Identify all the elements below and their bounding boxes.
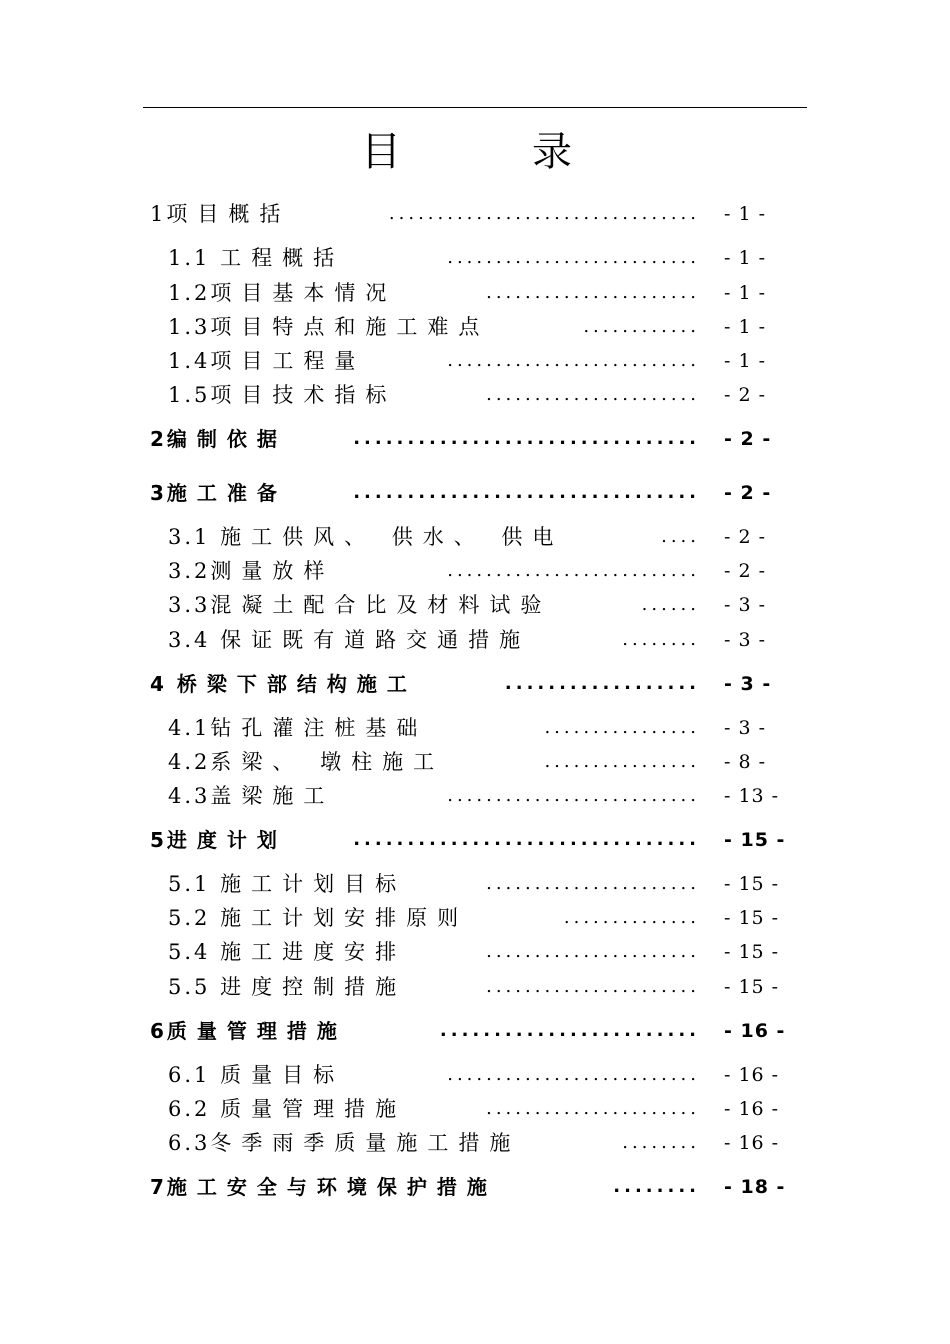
toc-entry-page: - 2 - — [724, 482, 772, 504]
toc-entry-text: 测量放样 — [210, 559, 335, 583]
toc-entry-number: 3.4 — [168, 628, 221, 652]
toc-entry-leader: ................ — [544, 751, 700, 772]
toc-entry-leader: .... — [661, 526, 700, 547]
toc-entry-text: 施工准备 — [166, 481, 287, 505]
toc-entry-label — [168, 747, 444, 777]
toc-entry[interactable] — [0, 1060, 950, 1090]
toc-entry-page: - 16 - — [724, 1098, 780, 1120]
toc-entry-page: - 1 - — [724, 316, 767, 338]
toc-entry-label — [168, 903, 468, 933]
toc-entry-leader: .......................... — [447, 785, 700, 806]
toc-entry-page: - 15 - — [724, 941, 780, 963]
toc-entry-page: - 1 - — [724, 247, 767, 269]
title-char-1: 目 — [361, 129, 401, 175]
toc-entry[interactable] — [0, 781, 950, 811]
toc-entry-text: 项目特点和施工难点 — [210, 315, 490, 339]
toc-entry-leader: .................. — [504, 673, 700, 694]
toc-entry-text: 施工计划目标 — [220, 872, 407, 896]
toc-entry[interactable] — [0, 1172, 950, 1202]
toc-entry-number: 5.2 — [168, 906, 221, 930]
toc-entry-page: - 1 - — [724, 350, 767, 372]
toc-entry-text: 钻孔灌注桩基础 — [210, 716, 428, 740]
toc-entry[interactable] — [0, 972, 950, 1002]
toc-entry-label — [168, 380, 396, 410]
toc-entry-number: 1.3 — [168, 315, 211, 339]
toc-entry-page: - 15 - — [724, 873, 780, 895]
toc-entry-text: 盖梁施工 — [210, 784, 335, 808]
toc-entry-page: - 1 - — [724, 203, 767, 225]
toc-entry-label — [168, 278, 396, 308]
toc-entry-leader: ................................ — [353, 428, 700, 449]
toc-entry-leader: ........ — [613, 1176, 700, 1197]
toc-entry[interactable] — [0, 747, 950, 777]
toc-entry-page: - 3 - — [724, 673, 772, 695]
toc-entry-text: 进度控制措施 — [220, 975, 407, 999]
toc-entry-label — [168, 346, 365, 376]
toc-entry-page: - 2 - — [724, 560, 767, 582]
toc-entry-page: - 3 - — [724, 594, 767, 616]
toc-entry-text: 施工进度安排 — [220, 940, 407, 964]
toc-entry-page: - 18 - — [724, 1176, 786, 1198]
toc-entry-text: 冬季雨季质量施工措施 — [210, 1131, 521, 1155]
toc-entry-text: 保证既有道路交通措施 — [220, 628, 531, 652]
toc-entry-number: 3.2 — [168, 559, 211, 583]
toc-entry-leader: .......................... — [447, 1064, 700, 1085]
toc-entry-text: 项目概括 — [166, 202, 291, 226]
toc-entry-leader: ...................... — [486, 282, 700, 303]
toc-entry-label — [168, 1128, 520, 1158]
toc-entry[interactable] — [0, 825, 950, 855]
toc-entry[interactable] — [0, 199, 950, 229]
toc-entry-leader: ........ — [622, 1132, 700, 1153]
toc-entry-text: 项目工程量 — [210, 349, 366, 373]
toc-entry[interactable] — [0, 243, 950, 273]
toc-entry-label — [168, 312, 489, 342]
toc-entry-number: 1 — [150, 202, 167, 226]
toc-entry[interactable] — [0, 478, 950, 508]
toc-entry-page: - 15 - — [724, 976, 780, 998]
toc-entry[interactable] — [0, 424, 950, 454]
toc-entry-page: - 15 - — [724, 907, 780, 929]
toc-entry-text: 项目基本情况 — [210, 281, 397, 305]
toc-entry-page: - 2 - — [724, 526, 767, 548]
toc-entry-number: 4 — [150, 672, 177, 696]
toc-entry-leader: ............ — [583, 316, 700, 337]
toc-entry-number: 3.3 — [168, 593, 211, 617]
toc-entry[interactable] — [0, 380, 950, 410]
toc-entry-label — [168, 590, 551, 620]
toc-entry-leader: ................................ — [388, 203, 700, 224]
toc-entry-page: - 1 - — [724, 282, 767, 304]
toc-entry-label — [168, 937, 406, 967]
toc-entry[interactable] — [0, 713, 950, 743]
toc-entry[interactable] — [0, 346, 950, 376]
toc-entry-leader: ...................... — [486, 976, 700, 997]
toc-entry-label — [150, 478, 287, 508]
toc-entry-page: - 3 - — [724, 629, 767, 651]
toc-entry-page: - 16 - — [724, 1064, 780, 1086]
toc-entry-label — [150, 1172, 497, 1202]
toc-entry-text: 质量管理措施 — [166, 1019, 347, 1043]
toc-entry-leader: ...................... — [486, 384, 700, 405]
toc-entry-number: 7 — [150, 1175, 167, 1199]
toc-entry-leader: .......................... — [447, 560, 700, 581]
toc-entry[interactable] — [0, 625, 950, 655]
toc-entry-label — [168, 1060, 344, 1090]
toc-entry[interactable] — [0, 669, 950, 699]
toc-entry-leader: ................................ — [353, 829, 700, 850]
toc-entry-number: 1.2 — [168, 281, 211, 305]
toc-entry-leader: .......................... — [447, 350, 700, 371]
toc-entry-text: 混凝土配合比及材料试验 — [210, 593, 552, 617]
toc-entry-page: - 2 - — [724, 384, 767, 406]
toc-entry-label — [168, 625, 530, 655]
toc-entry[interactable] — [0, 522, 950, 552]
toc-entry-page: - 16 - — [724, 1020, 786, 1042]
toc-entry-number: 1.4 — [168, 349, 211, 373]
toc-entry[interactable] — [0, 1016, 950, 1046]
toc-entry-label — [168, 869, 406, 899]
toc-entry-number: 2 — [150, 427, 167, 451]
toc-entry-number: 4.3 — [168, 784, 211, 808]
toc-entry-leader: ................................ — [353, 482, 700, 503]
toc-entry-text: 编制依据 — [166, 427, 287, 451]
toc-entry-number: 5.4 — [168, 940, 221, 964]
toc-entry-text: 施工供风、 供水、 供电 — [220, 525, 564, 549]
toc-entry-leader: ................ — [544, 717, 700, 738]
toc-entry-leader: ........ — [622, 629, 700, 650]
toc-entry-text: 系梁、 墩柱施工 — [210, 750, 445, 774]
toc-entry-label — [150, 424, 287, 454]
toc-entry-number: 5.5 — [168, 975, 221, 999]
toc-entry-number: 5 — [150, 828, 167, 852]
toc-entry-number: 6.3 — [168, 1131, 211, 1155]
toc-entry-label — [168, 243, 344, 273]
toc-entry[interactable] — [0, 590, 950, 620]
toc-entry[interactable] — [0, 278, 950, 308]
toc-entry-number: 4.2 — [168, 750, 211, 774]
toc-entry-number: 4.1 — [168, 716, 211, 740]
toc-entry-page: - 15 - — [724, 829, 786, 851]
toc-entry-text: 桥梁下部结构施工 — [176, 672, 417, 696]
toc-entry-label — [150, 669, 417, 699]
toc-entry-text: 工程概括 — [220, 246, 345, 270]
toc-entry-number: 6.2 — [168, 1097, 221, 1121]
toc-entry-leader: .............. — [563, 907, 700, 928]
toc-entry-leader: ........................ — [439, 1020, 700, 1041]
toc-entry-page: - 13 - — [724, 785, 780, 807]
toc-entry[interactable] — [0, 869, 950, 899]
toc-entry-leader: ...... — [641, 594, 700, 615]
toc-entry-number: 3.1 — [168, 525, 221, 549]
toc-entry-leader: ...................... — [486, 1098, 700, 1119]
toc-entry-leader: ...................... — [486, 873, 700, 894]
toc-entry-page: - 2 - — [724, 428, 772, 450]
toc-entry[interactable] — [0, 937, 950, 967]
toc-entry-text: 质量管理措施 — [220, 1097, 407, 1121]
toc-entry[interactable] — [0, 1094, 950, 1124]
toc-entry-number: 3 — [150, 481, 167, 505]
toc-entry-text: 进度计划 — [166, 828, 287, 852]
toc-entry-number: 1.5 — [168, 383, 211, 407]
toc-entry-label — [168, 972, 406, 1002]
toc-entry-label — [168, 1094, 406, 1124]
toc-entry-page: - 3 - — [724, 717, 767, 739]
toc-entry-text: 施工计划安排原则 — [220, 906, 469, 930]
toc-entry-label — [150, 825, 287, 855]
toc-entry-number: 6 — [150, 1019, 167, 1043]
toc-entry-page: - 16 - — [724, 1132, 780, 1154]
toc-entry-label — [168, 781, 334, 811]
toc-entry-number: 6.1 — [168, 1063, 221, 1087]
toc-entry-number: 5.1 — [168, 872, 221, 896]
toc-entry-text: 项目技术指标 — [210, 383, 397, 407]
toc-entry-label — [168, 522, 563, 552]
toc-entry-text: 质量目标 — [220, 1063, 345, 1087]
toc-entry-label — [150, 199, 290, 229]
toc-entry-label — [168, 556, 334, 586]
toc-entry-label — [168, 713, 427, 743]
toc-entry[interactable] — [0, 312, 950, 342]
toc-entry[interactable] — [0, 556, 950, 586]
toc-entry-leader: ...................... — [486, 941, 700, 962]
title-char-2: 录 — [532, 129, 572, 175]
toc-entry-page: - 8 - — [724, 751, 767, 773]
toc-entry-label — [150, 1016, 347, 1046]
toc-entry-leader: .......................... — [447, 247, 700, 268]
toc-entry[interactable] — [0, 903, 950, 933]
toc-entry-number: 1.1 — [168, 246, 221, 270]
toc-entry[interactable] — [0, 1128, 950, 1158]
toc-entry-text: 施工安全与环境保护措施 — [166, 1175, 497, 1199]
